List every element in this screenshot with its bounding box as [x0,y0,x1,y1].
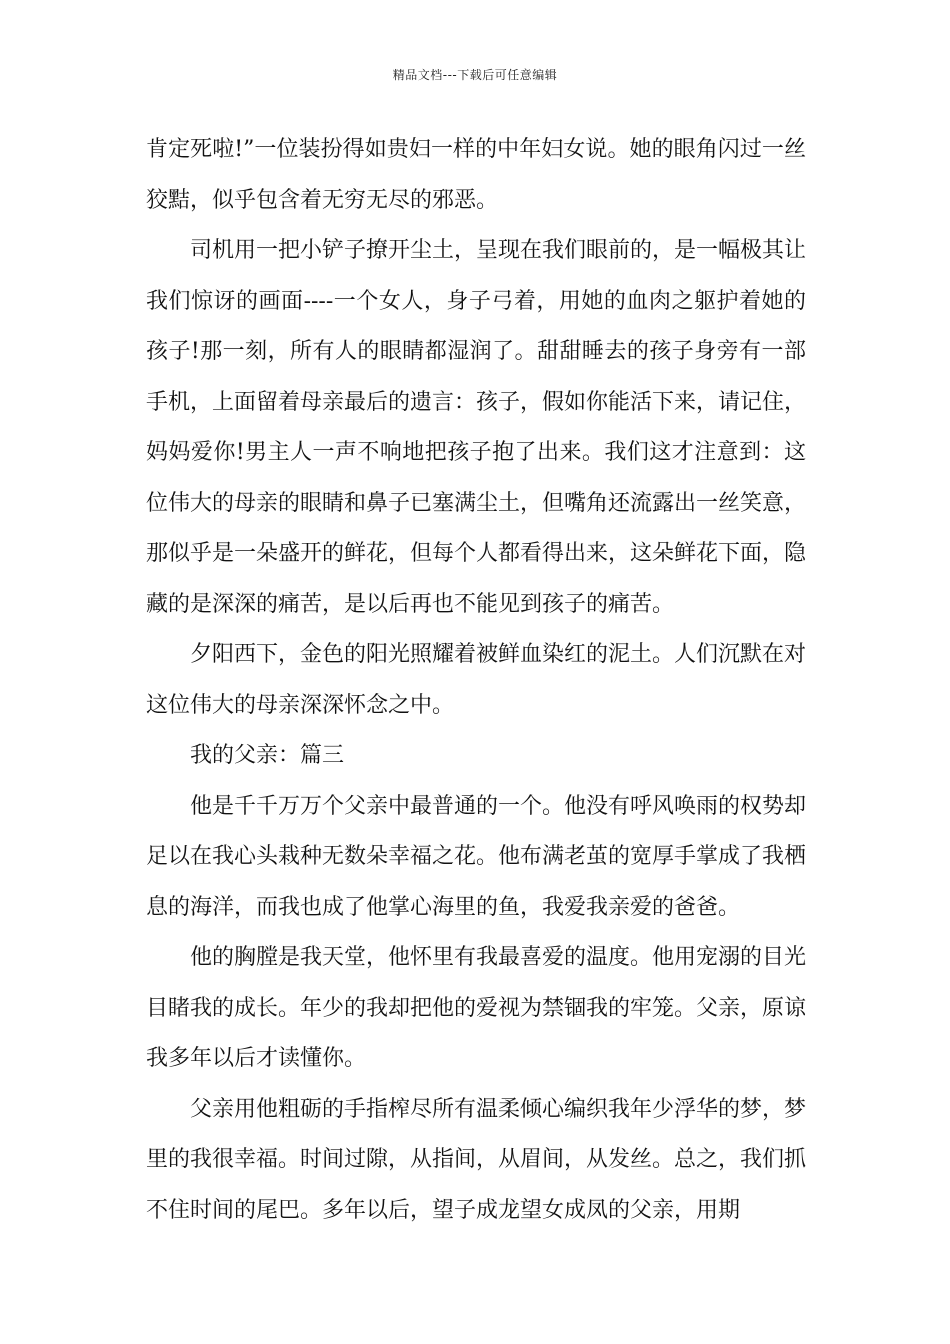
paragraph-1: 肯定死啦!”一位装扮得如贵妇一样的中年妇女说。她的眼角闪过一丝狡黠，似乎包含着无穷无尽的邪恶。 [146,137,806,213]
section-heading: 我的父亲：篇三 [190,743,345,768]
page-header: 精品文档---下载后可任意编辑 [392,68,558,82]
paragraph-4: 他是千千万万个父亲中最普通的一个。他没有呼风唤雨的权势却足以在我心头栽种无数朵幸福之花。他布满老茧的宽厚手掌成了我栖息的海洋，而我也成了他掌心海里的鱼，我爱我亲爱的爸爸。 [146,793,807,920]
document-body [146,125,806,1236]
paragraph-6: 父亲用他粗砺的手指榨尽所有温柔倾心编织我年少浮华的梦，梦里的我很幸福。时间过隙，从指间，从眉间，从发丝。总之，我们抓不住时间的尾巴。多年以后，望子成龙望女成凤的父亲，用期 [146,1096,807,1223]
paragraph-2: 司机用一把小铲子撩开尘土，呈现在我们眼前的，是一幅极其让我们惊讶的画面----一个女人，身子弓着，用她的血肉之躯护着她的孩子!那一刻，所有人的眼睛都湿润了。甜甜睡去的孩子身旁有一部手机，上面留着母亲最后的遗言：孩子，假如你能活下来，请记住，妈妈爱你!男主人一声不响地把孩子抱了出来。我们这才注意到：这位伟大的母亲的眼睛和鼻子已塞满尘土，但嘴角还流露出一丝笑意，那似乎是一朵盛开的鲜花，但每个人都看得出来，这朵鲜花下面，隐藏的是深深的痛苦，是以后再也不能见到孩子的痛苦。 [146,238,807,617]
paragraph-3: 夕阳西下，金色的阳光照耀着被鲜血染红的泥土。人们沉默在对这位伟大的母亲深深怀念之中。 [146,642,807,718]
paragraph-5: 他的胸膛是我天堂，他怀里有我最喜爱的温度。他用宠溺的目光目睹我的成长。年少的我却把他的爱视为禁锢我的牢笼。父亲，原谅我多年以后才读懂你。 [146,945,807,1071]
